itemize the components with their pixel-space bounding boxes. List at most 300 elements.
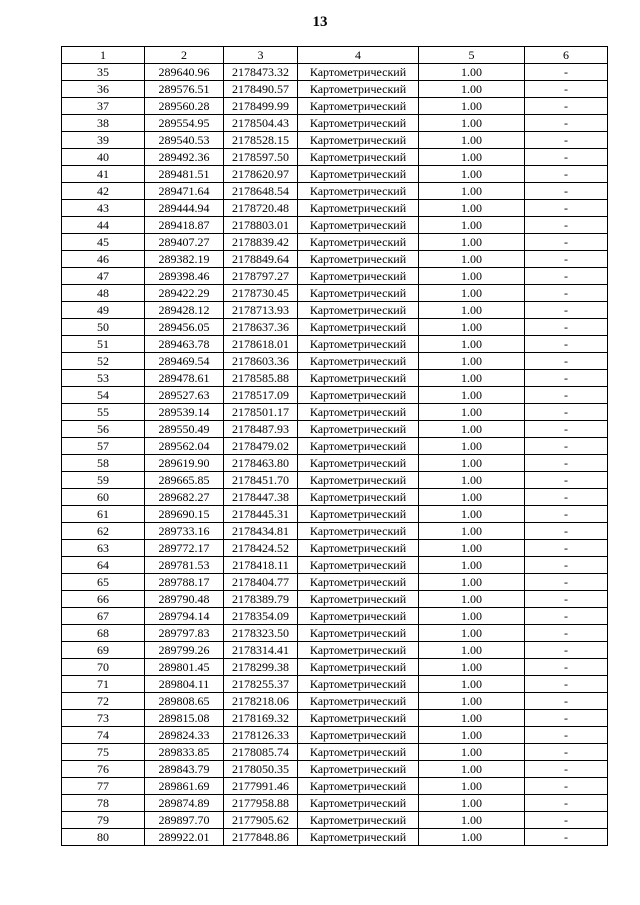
accuracy-cell: 1.00 xyxy=(419,761,525,778)
note-cell: - xyxy=(525,710,608,727)
accuracy-cell: 1.00 xyxy=(419,727,525,744)
method-cell: Картометрический xyxy=(298,132,419,149)
accuracy-cell: 1.00 xyxy=(419,829,525,846)
x-coordinate-cell: 289469.54 xyxy=(145,353,224,370)
method-cell: Картометрический xyxy=(298,387,419,404)
method-cell: Картометрический xyxy=(298,659,419,676)
accuracy-cell: 1.00 xyxy=(419,659,525,676)
x-coordinate-cell: 289794.14 xyxy=(145,608,224,625)
x-coordinate-cell: 289492.36 xyxy=(145,149,224,166)
table-row xyxy=(62,625,608,642)
note-cell: - xyxy=(525,761,608,778)
y-coordinate-cell: 2178620.97 xyxy=(224,166,298,183)
accuracy-cell: 1.00 xyxy=(419,506,525,523)
accuracy-cell: 1.00 xyxy=(419,795,525,812)
point-number-cell: 42 xyxy=(62,183,145,200)
method-cell: Картометрический xyxy=(298,557,419,574)
point-number-cell: 64 xyxy=(62,557,145,574)
point-number-cell: 55 xyxy=(62,404,145,421)
y-coordinate-cell: 2178451.70 xyxy=(224,472,298,489)
x-coordinate-cell: 289690.15 xyxy=(145,506,224,523)
accuracy-cell: 1.00 xyxy=(419,353,525,370)
table-row xyxy=(62,693,608,710)
accuracy-cell: 1.00 xyxy=(419,268,525,285)
method-cell: Картометрический xyxy=(298,268,419,285)
point-number-cell: 38 xyxy=(62,115,145,132)
x-coordinate-cell: 289640.96 xyxy=(145,64,224,81)
note-cell: - xyxy=(525,659,608,676)
point-number-cell: 44 xyxy=(62,217,145,234)
column-header: 4 xyxy=(298,47,419,64)
accuracy-cell: 1.00 xyxy=(419,438,525,455)
table-row xyxy=(62,744,608,761)
note-cell: - xyxy=(525,217,608,234)
accuracy-cell: 1.00 xyxy=(419,489,525,506)
accuracy-cell: 1.00 xyxy=(419,64,525,81)
table-row xyxy=(62,98,608,115)
note-cell: - xyxy=(525,200,608,217)
point-number-cell: 65 xyxy=(62,574,145,591)
accuracy-cell: 1.00 xyxy=(419,132,525,149)
note-cell: - xyxy=(525,557,608,574)
table-row xyxy=(62,540,608,557)
method-cell: Картометрический xyxy=(298,676,419,693)
point-number-cell: 68 xyxy=(62,625,145,642)
table-row xyxy=(62,591,608,608)
y-coordinate-cell: 2177905.62 xyxy=(224,812,298,829)
point-number-cell: 59 xyxy=(62,472,145,489)
accuracy-cell: 1.00 xyxy=(419,319,525,336)
y-coordinate-cell: 2178354.09 xyxy=(224,608,298,625)
point-number-cell: 49 xyxy=(62,302,145,319)
accuracy-cell: 1.00 xyxy=(419,98,525,115)
method-cell: Картометрический xyxy=(298,574,419,591)
y-coordinate-cell: 2178479.02 xyxy=(224,438,298,455)
accuracy-cell: 1.00 xyxy=(419,676,525,693)
table-row xyxy=(62,234,608,251)
note-cell: - xyxy=(525,438,608,455)
y-coordinate-cell: 2178603.36 xyxy=(224,353,298,370)
method-cell: Картометрический xyxy=(298,98,419,115)
y-coordinate-cell: 2178418.11 xyxy=(224,557,298,574)
y-coordinate-cell: 2178713.93 xyxy=(224,302,298,319)
y-coordinate-cell: 2178314.41 xyxy=(224,642,298,659)
point-number-cell: 60 xyxy=(62,489,145,506)
accuracy-cell: 1.00 xyxy=(419,778,525,795)
point-number-cell: 61 xyxy=(62,506,145,523)
note-cell: - xyxy=(525,608,608,625)
table-row xyxy=(62,557,608,574)
x-coordinate-cell: 289554.95 xyxy=(145,115,224,132)
point-number-cell: 40 xyxy=(62,149,145,166)
x-coordinate-cell: 289733.16 xyxy=(145,523,224,540)
x-coordinate-cell: 289444.94 xyxy=(145,200,224,217)
method-cell: Картометрический xyxy=(298,727,419,744)
x-coordinate-cell: 289428.12 xyxy=(145,302,224,319)
note-cell: - xyxy=(525,625,608,642)
table-row xyxy=(62,64,608,81)
accuracy-cell: 1.00 xyxy=(419,217,525,234)
table-row xyxy=(62,795,608,812)
table-row xyxy=(62,200,608,217)
note-cell: - xyxy=(525,132,608,149)
note-cell: - xyxy=(525,115,608,132)
y-coordinate-cell: 2178445.31 xyxy=(224,506,298,523)
point-number-cell: 78 xyxy=(62,795,145,812)
method-cell: Картометрический xyxy=(298,251,419,268)
table-row xyxy=(62,183,608,200)
y-coordinate-cell: 2178463.80 xyxy=(224,455,298,472)
table-row xyxy=(62,404,608,421)
point-number-cell: 46 xyxy=(62,251,145,268)
y-coordinate-cell: 2178404.77 xyxy=(224,574,298,591)
x-coordinate-cell: 289478.61 xyxy=(145,370,224,387)
point-number-cell: 67 xyxy=(62,608,145,625)
method-cell: Картометрический xyxy=(298,472,419,489)
x-coordinate-cell: 289665.85 xyxy=(145,472,224,489)
table-row xyxy=(62,829,608,846)
method-cell: Картометрический xyxy=(298,489,419,506)
point-number-cell: 73 xyxy=(62,710,145,727)
note-cell: - xyxy=(525,81,608,98)
note-cell: - xyxy=(525,812,608,829)
method-cell: Картометрический xyxy=(298,217,419,234)
table-row xyxy=(62,166,608,183)
accuracy-cell: 1.00 xyxy=(419,693,525,710)
y-coordinate-cell: 2178050.35 xyxy=(224,761,298,778)
x-coordinate-cell: 289861.69 xyxy=(145,778,224,795)
note-cell: - xyxy=(525,149,608,166)
x-coordinate-cell: 289540.53 xyxy=(145,132,224,149)
x-coordinate-cell: 289418.87 xyxy=(145,217,224,234)
point-number-cell: 58 xyxy=(62,455,145,472)
method-cell: Картометрический xyxy=(298,642,419,659)
accuracy-cell: 1.00 xyxy=(419,472,525,489)
method-cell: Картометрический xyxy=(298,285,419,302)
table-header-row xyxy=(62,47,608,64)
accuracy-cell: 1.00 xyxy=(419,302,525,319)
point-number-cell: 75 xyxy=(62,744,145,761)
table-row xyxy=(62,523,608,540)
method-cell: Картометрический xyxy=(298,166,419,183)
point-number-cell: 76 xyxy=(62,761,145,778)
table-row xyxy=(62,710,608,727)
method-cell: Картометрический xyxy=(298,608,419,625)
table-row xyxy=(62,370,608,387)
x-coordinate-cell: 289922.01 xyxy=(145,829,224,846)
note-cell: - xyxy=(525,285,608,302)
note-cell: - xyxy=(525,302,608,319)
y-coordinate-cell: 2178487.93 xyxy=(224,421,298,438)
point-number-cell: 54 xyxy=(62,387,145,404)
table-row xyxy=(62,251,608,268)
table-row xyxy=(62,217,608,234)
note-cell: - xyxy=(525,506,608,523)
method-cell: Картометрический xyxy=(298,523,419,540)
x-coordinate-cell: 289804.11 xyxy=(145,676,224,693)
y-coordinate-cell: 2178797.27 xyxy=(224,268,298,285)
y-coordinate-cell: 2178597.50 xyxy=(224,149,298,166)
y-coordinate-cell: 2177991.46 xyxy=(224,778,298,795)
x-coordinate-cell: 289843.79 xyxy=(145,761,224,778)
accuracy-cell: 1.00 xyxy=(419,591,525,608)
note-cell: - xyxy=(525,353,608,370)
x-coordinate-cell: 289576.51 xyxy=(145,81,224,98)
note-cell: - xyxy=(525,98,608,115)
accuracy-cell: 1.00 xyxy=(419,455,525,472)
note-cell: - xyxy=(525,829,608,846)
table-row xyxy=(62,302,608,319)
accuracy-cell: 1.00 xyxy=(419,336,525,353)
table-row xyxy=(62,778,608,795)
accuracy-cell: 1.00 xyxy=(419,625,525,642)
y-coordinate-cell: 2178803.01 xyxy=(224,217,298,234)
note-cell: - xyxy=(525,676,608,693)
note-cell: - xyxy=(525,489,608,506)
method-cell: Картометрический xyxy=(298,710,419,727)
y-coordinate-cell: 2178517.09 xyxy=(224,387,298,404)
method-cell: Картометрический xyxy=(298,421,419,438)
point-number-cell: 48 xyxy=(62,285,145,302)
x-coordinate-cell: 289801.45 xyxy=(145,659,224,676)
y-coordinate-cell: 2178085.74 xyxy=(224,744,298,761)
method-cell: Картометрический xyxy=(298,625,419,642)
y-coordinate-cell: 2178504.43 xyxy=(224,115,298,132)
point-number-cell: 79 xyxy=(62,812,145,829)
point-number-cell: 51 xyxy=(62,336,145,353)
accuracy-cell: 1.00 xyxy=(419,81,525,98)
note-cell: - xyxy=(525,268,608,285)
y-coordinate-cell: 2178501.17 xyxy=(224,404,298,421)
x-coordinate-cell: 289788.17 xyxy=(145,574,224,591)
accuracy-cell: 1.00 xyxy=(419,370,525,387)
point-number-cell: 39 xyxy=(62,132,145,149)
table-row xyxy=(62,727,608,744)
note-cell: - xyxy=(525,642,608,659)
y-coordinate-cell: 2178255.37 xyxy=(224,676,298,693)
note-cell: - xyxy=(525,251,608,268)
accuracy-cell: 1.00 xyxy=(419,557,525,574)
accuracy-cell: 1.00 xyxy=(419,421,525,438)
table-row xyxy=(62,149,608,166)
method-cell: Картометрический xyxy=(298,183,419,200)
y-coordinate-cell: 2178323.50 xyxy=(224,625,298,642)
point-number-cell: 62 xyxy=(62,523,145,540)
point-number-cell: 57 xyxy=(62,438,145,455)
y-coordinate-cell: 2177958.88 xyxy=(224,795,298,812)
method-cell: Картометрический xyxy=(298,506,419,523)
point-number-cell: 69 xyxy=(62,642,145,659)
table-row xyxy=(62,676,608,693)
x-coordinate-cell: 289781.53 xyxy=(145,557,224,574)
point-number-cell: 70 xyxy=(62,659,145,676)
note-cell: - xyxy=(525,778,608,795)
x-coordinate-cell: 289463.78 xyxy=(145,336,224,353)
note-cell: - xyxy=(525,693,608,710)
accuracy-cell: 1.00 xyxy=(419,608,525,625)
note-cell: - xyxy=(525,540,608,557)
table-row xyxy=(62,574,608,591)
accuracy-cell: 1.00 xyxy=(419,812,525,829)
method-cell: Картометрический xyxy=(298,353,419,370)
accuracy-cell: 1.00 xyxy=(419,166,525,183)
point-number-cell: 74 xyxy=(62,727,145,744)
y-coordinate-cell: 2178585.88 xyxy=(224,370,298,387)
note-cell: - xyxy=(525,472,608,489)
column-header: 1 xyxy=(62,47,145,64)
y-coordinate-cell: 2178473.32 xyxy=(224,64,298,81)
point-number-cell: 47 xyxy=(62,268,145,285)
table-row xyxy=(62,353,608,370)
accuracy-cell: 1.00 xyxy=(419,744,525,761)
x-coordinate-cell: 289815.08 xyxy=(145,710,224,727)
table-row xyxy=(62,421,608,438)
table-row xyxy=(62,761,608,778)
x-coordinate-cell: 289799.26 xyxy=(145,642,224,659)
y-coordinate-cell: 2178169.32 xyxy=(224,710,298,727)
method-cell: Картометрический xyxy=(298,829,419,846)
y-coordinate-cell: 2178618.01 xyxy=(224,336,298,353)
x-coordinate-cell: 289471.64 xyxy=(145,183,224,200)
accuracy-cell: 1.00 xyxy=(419,523,525,540)
table-row xyxy=(62,132,608,149)
note-cell: - xyxy=(525,744,608,761)
x-coordinate-cell: 289560.28 xyxy=(145,98,224,115)
accuracy-cell: 1.00 xyxy=(419,540,525,557)
method-cell: Картометрический xyxy=(298,370,419,387)
y-coordinate-cell: 2178849.64 xyxy=(224,251,298,268)
y-coordinate-cell: 2178499.99 xyxy=(224,98,298,115)
note-cell: - xyxy=(525,387,608,404)
x-coordinate-cell: 289539.14 xyxy=(145,404,224,421)
method-cell: Картометрический xyxy=(298,336,419,353)
method-cell: Картометрический xyxy=(298,81,419,98)
y-coordinate-cell: 2178730.45 xyxy=(224,285,298,302)
table-row xyxy=(62,489,608,506)
note-cell: - xyxy=(525,591,608,608)
note-cell: - xyxy=(525,319,608,336)
method-cell: Картометрический xyxy=(298,761,419,778)
table-row xyxy=(62,455,608,472)
point-number-cell: 52 xyxy=(62,353,145,370)
y-coordinate-cell: 2178720.48 xyxy=(224,200,298,217)
y-coordinate-cell: 2178637.36 xyxy=(224,319,298,336)
table-row xyxy=(62,268,608,285)
column-header: 5 xyxy=(419,47,525,64)
x-coordinate-cell: 289797.83 xyxy=(145,625,224,642)
point-number-cell: 77 xyxy=(62,778,145,795)
point-number-cell: 53 xyxy=(62,370,145,387)
note-cell: - xyxy=(525,404,608,421)
accuracy-cell: 1.00 xyxy=(419,285,525,302)
method-cell: Картометрический xyxy=(298,200,419,217)
method-cell: Картометрический xyxy=(298,234,419,251)
column-header: 6 xyxy=(525,47,608,64)
note-cell: - xyxy=(525,64,608,81)
coordinates-table xyxy=(61,46,608,846)
y-coordinate-cell: 2177848.86 xyxy=(224,829,298,846)
point-number-cell: 72 xyxy=(62,693,145,710)
y-coordinate-cell: 2178218.06 xyxy=(224,693,298,710)
x-coordinate-cell: 289833.85 xyxy=(145,744,224,761)
point-number-cell: 63 xyxy=(62,540,145,557)
point-number-cell: 66 xyxy=(62,591,145,608)
x-coordinate-cell: 289527.63 xyxy=(145,387,224,404)
note-cell: - xyxy=(525,727,608,744)
y-coordinate-cell: 2178299.38 xyxy=(224,659,298,676)
point-number-cell: 45 xyxy=(62,234,145,251)
x-coordinate-cell: 289382.19 xyxy=(145,251,224,268)
note-cell: - xyxy=(525,574,608,591)
method-cell: Картометрический xyxy=(298,591,419,608)
point-number-cell: 50 xyxy=(62,319,145,336)
y-coordinate-cell: 2178424.52 xyxy=(224,540,298,557)
point-number-cell: 37 xyxy=(62,98,145,115)
column-header: 3 xyxy=(224,47,298,64)
point-number-cell: 80 xyxy=(62,829,145,846)
y-coordinate-cell: 2178839.42 xyxy=(224,234,298,251)
y-coordinate-cell: 2178447.38 xyxy=(224,489,298,506)
note-cell: - xyxy=(525,795,608,812)
table-row xyxy=(62,81,608,98)
note-cell: - xyxy=(525,370,608,387)
method-cell: Картометрический xyxy=(298,693,419,710)
page-number: 13 xyxy=(312,14,328,30)
x-coordinate-cell: 289772.17 xyxy=(145,540,224,557)
point-number-cell: 56 xyxy=(62,421,145,438)
method-cell: Картометрический xyxy=(298,302,419,319)
table-row xyxy=(62,608,608,625)
x-coordinate-cell: 289456.05 xyxy=(145,319,224,336)
x-coordinate-cell: 289619.90 xyxy=(145,455,224,472)
table-row xyxy=(62,336,608,353)
column-header: 2 xyxy=(145,47,224,64)
x-coordinate-cell: 289874.89 xyxy=(145,795,224,812)
note-cell: - xyxy=(525,523,608,540)
y-coordinate-cell: 2178490.57 xyxy=(224,81,298,98)
x-coordinate-cell: 289824.33 xyxy=(145,727,224,744)
accuracy-cell: 1.00 xyxy=(419,149,525,166)
accuracy-cell: 1.00 xyxy=(419,251,525,268)
point-number-cell: 36 xyxy=(62,81,145,98)
x-coordinate-cell: 289682.27 xyxy=(145,489,224,506)
accuracy-cell: 1.00 xyxy=(419,710,525,727)
method-cell: Картометрический xyxy=(298,64,419,81)
y-coordinate-cell: 2178528.15 xyxy=(224,132,298,149)
y-coordinate-cell: 2178434.81 xyxy=(224,523,298,540)
method-cell: Картометрический xyxy=(298,319,419,336)
accuracy-cell: 1.00 xyxy=(419,183,525,200)
accuracy-cell: 1.00 xyxy=(419,234,525,251)
table-row xyxy=(62,812,608,829)
point-number-cell: 43 xyxy=(62,200,145,217)
method-cell: Картометрический xyxy=(298,438,419,455)
table-row xyxy=(62,642,608,659)
note-cell: - xyxy=(525,336,608,353)
x-coordinate-cell: 289790.48 xyxy=(145,591,224,608)
point-number-cell: 41 xyxy=(62,166,145,183)
accuracy-cell: 1.00 xyxy=(419,115,525,132)
x-coordinate-cell: 289481.51 xyxy=(145,166,224,183)
x-coordinate-cell: 289562.04 xyxy=(145,438,224,455)
x-coordinate-cell: 289422.29 xyxy=(145,285,224,302)
method-cell: Картометрический xyxy=(298,795,419,812)
x-coordinate-cell: 289550.49 xyxy=(145,421,224,438)
point-number-cell: 35 xyxy=(62,64,145,81)
accuracy-cell: 1.00 xyxy=(419,387,525,404)
table-body xyxy=(62,64,608,846)
table-row xyxy=(62,285,608,302)
